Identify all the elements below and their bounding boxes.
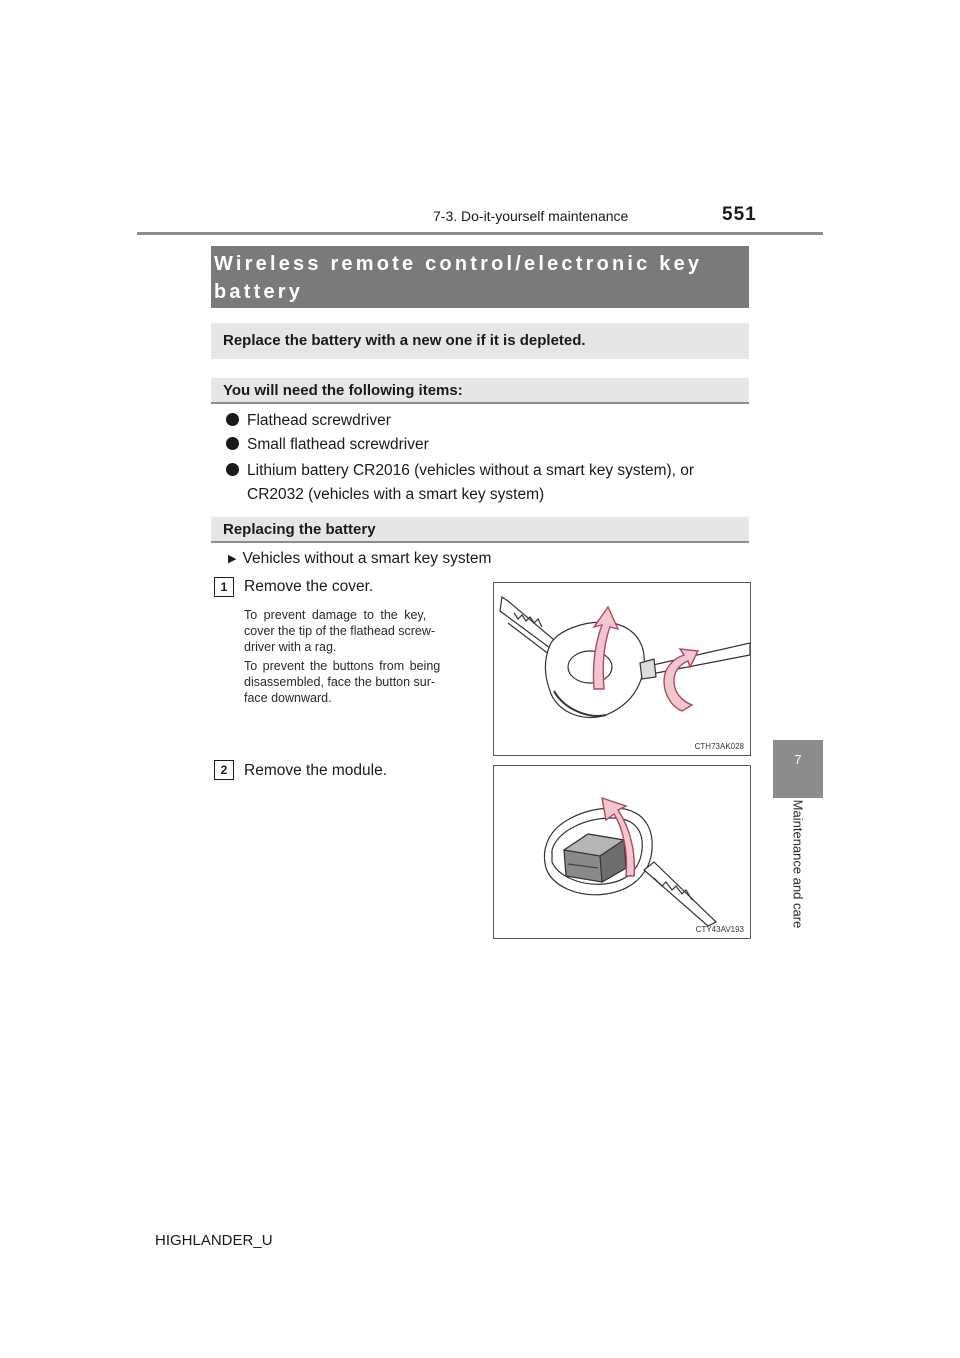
triangle-bullet-icon: ▶ xyxy=(228,553,237,565)
key-module-illustration xyxy=(494,766,750,938)
replacing-bar xyxy=(211,517,749,541)
key-cover-illustration xyxy=(494,583,750,755)
header-rule xyxy=(137,232,823,235)
items-bar xyxy=(211,378,749,402)
subheading: ▶ Vehicles without a smart key system xyxy=(228,550,492,567)
page-number: 551 xyxy=(722,204,757,225)
figure-remove-cover xyxy=(493,582,751,756)
items-bar-text: You will need the following items: xyxy=(223,382,463,399)
chapter-tab xyxy=(773,740,823,798)
bullet-icon xyxy=(226,413,239,426)
step-2-text: Remove the module. xyxy=(244,762,388,779)
step-1-note-1: To prevent damage to the key, cover the tip of the flathead screw- driver with a rag. xyxy=(244,608,436,654)
step-1-text: Remove the cover. xyxy=(244,578,374,595)
replacing-bar-rule xyxy=(211,541,749,543)
footer-model: HIGHLANDER_U xyxy=(155,1232,273,1249)
intro-bar xyxy=(211,323,749,359)
figure-remove-module xyxy=(493,765,751,939)
replacing-bar-text: Replacing the battery xyxy=(223,521,376,538)
figure-code-2: CTY43AV193 xyxy=(695,925,744,934)
section-header: 7-3. Do-it-yourself maintenance xyxy=(433,208,629,224)
list-item: Small flathead screwdriver xyxy=(226,436,429,454)
page-title-line2: battery xyxy=(214,281,304,303)
bullet-icon xyxy=(226,463,239,476)
bullet-icon xyxy=(226,437,239,450)
step-number-1: 1 xyxy=(214,577,234,597)
list-item: Flathead screwdriver xyxy=(226,412,391,430)
items-bar-rule xyxy=(211,402,749,404)
step-1-note-2: To prevent the buttons from being disassembled, face the button sur- face downward. xyxy=(244,659,441,705)
step-number-2: 2 xyxy=(214,760,234,780)
page-title-line1: Wireless remote control/electronic key xyxy=(214,253,703,275)
chapter-number: 7 xyxy=(794,752,802,767)
list-item: Lithium battery CR2016 (vehicles without a smart key system), or xyxy=(226,462,746,480)
intro-text: Replace the battery with a new one if it is depleted. xyxy=(223,332,586,349)
figure-code-1: CTH73AK028 xyxy=(694,742,744,751)
list-item-continuation: CR2032 (vehicles with a smart key system) xyxy=(247,486,545,503)
chapter-label: Maintenance and care xyxy=(790,799,806,929)
page-title xyxy=(214,250,744,306)
